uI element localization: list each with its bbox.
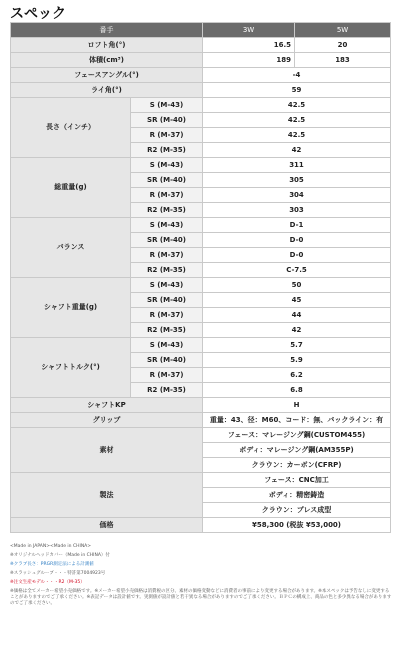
cell-value: フェース：マレージング鋼(CUSTOM455) xyxy=(203,428,391,443)
cell-value: 16.5 xyxy=(203,38,295,53)
table-row xyxy=(11,473,391,488)
row-label: シャフト重量(g) xyxy=(11,278,131,338)
cell-value: 311 xyxy=(203,158,391,173)
row-label: フェースアングル(°) xyxy=(11,68,203,83)
row-label: 総重量(g) xyxy=(11,158,131,218)
flex-label: R (M-37) xyxy=(131,368,203,383)
cell-value: ボディ：精密鋳造 xyxy=(203,488,391,503)
header-label: 番手 xyxy=(11,23,203,38)
cell-value: C-7.5 xyxy=(203,263,391,278)
table-row xyxy=(11,338,391,353)
flex-label: R (M-37) xyxy=(131,188,203,203)
table-row xyxy=(11,38,391,53)
flex-label: R (M-37) xyxy=(131,128,203,143)
table-row xyxy=(11,53,391,68)
length-measure-link[interactable]: ※クラブ長さ：PRGR測定法による計測値 xyxy=(10,562,94,567)
row-label: グリップ xyxy=(11,413,203,428)
cell-value: 重量：43、径：M60、コード：無、バックライン：有 xyxy=(203,413,391,428)
cell-value: 20 xyxy=(295,38,391,53)
header-5w: 5W xyxy=(295,23,391,38)
row-label: シャフトトルク(°) xyxy=(11,338,131,398)
page-title: スペック xyxy=(10,6,66,22)
disclaimer-note: ※価格は全てメーカー希望小売価格です。※メーカー希望小売価格は消費税の区分、素材の価格変動などに消費者の事前により変更する場合があります。※本スペックは予告なしに変更することがありますのでご了承ください。※表記データは設計値です。実測値が設計値と若干異なる場合がありますのでご了承ください。ＢＰＣの構成上、商品の色と多少異なる場合がありますのでご了承ください。 xyxy=(10,589,392,606)
cell-value: 183 xyxy=(295,53,391,68)
origin-note: <Made in JAPAN><Made in CHINA> xyxy=(10,544,92,549)
table-row xyxy=(11,413,391,428)
row-label: ライ角(°) xyxy=(11,83,203,98)
patent-note: ※スラッシュグルーブ・・・特許第7004923号 xyxy=(10,571,106,576)
cell-value: クラウン：カーボン(CFRP) xyxy=(203,458,391,473)
table-row xyxy=(11,218,391,233)
cell-value: 6.8 xyxy=(203,383,391,398)
cell-value: 303 xyxy=(203,203,391,218)
flex-label: R (M-37) xyxy=(131,308,203,323)
flex-label: R2 (M-35) xyxy=(131,383,203,398)
cell-value: 189 xyxy=(203,53,295,68)
row-label: 長さ（インチ） xyxy=(11,98,131,158)
flex-label: S (M-43) xyxy=(131,158,203,173)
cell-value: 42.5 xyxy=(203,98,391,113)
table-row xyxy=(11,518,391,533)
flex-label: R2 (M-35) xyxy=(131,263,203,278)
flex-label: S (M-43) xyxy=(131,278,203,293)
cell-value: 42.5 xyxy=(203,113,391,128)
headcover-note: ※オリジナルヘッドカバー（Made in CHINA）付 xyxy=(10,553,110,558)
cell-value: -4 xyxy=(203,68,391,83)
spec-table xyxy=(10,22,391,533)
cell-value: D-0 xyxy=(203,233,391,248)
flex-label: R2 (M-35) xyxy=(131,323,203,338)
row-label: 体積(cm³) xyxy=(11,53,203,68)
flex-label: SR (M-40) xyxy=(131,233,203,248)
cell-value: 44 xyxy=(203,308,391,323)
table-row xyxy=(11,278,391,293)
cell-value: 45 xyxy=(203,293,391,308)
row-label: バランス xyxy=(11,218,131,278)
price-value: ¥58,300 (税抜 ¥53,000) xyxy=(203,518,391,533)
cell-value: H xyxy=(203,398,391,413)
cell-value: クラウン：プレス成型 xyxy=(203,503,391,518)
flex-label: SR (M-40) xyxy=(131,293,203,308)
flex-label: SR (M-40) xyxy=(131,173,203,188)
cell-value: フェース：CNC加工 xyxy=(203,473,391,488)
table-row xyxy=(11,98,391,113)
cell-value: 5.9 xyxy=(203,353,391,368)
row-label: 素材 xyxy=(11,428,203,473)
cell-value: ボディ：マレージング鋼(AM355P) xyxy=(203,443,391,458)
flex-label: SR (M-40) xyxy=(131,113,203,128)
flex-label: S (M-43) xyxy=(131,218,203,233)
custom-order-note: ※注文生産モデル・・・R2（M-35） xyxy=(10,580,85,585)
row-label: 製法 xyxy=(11,473,203,518)
flex-label: S (M-43) xyxy=(131,338,203,353)
cell-value: 42 xyxy=(203,143,391,158)
flex-label: R (M-37) xyxy=(131,248,203,263)
flex-label: SR (M-40) xyxy=(131,353,203,368)
table-row xyxy=(11,428,391,443)
row-label: シャフトKP xyxy=(11,398,203,413)
table-row xyxy=(11,68,391,83)
flex-label: S (M-43) xyxy=(131,98,203,113)
header-row xyxy=(11,23,391,38)
cell-value: 5.7 xyxy=(203,338,391,353)
row-label: 価格 xyxy=(11,518,203,533)
row-label: ロフト角(°) xyxy=(11,38,203,53)
cell-value: D-1 xyxy=(203,218,391,233)
cell-value: D-0 xyxy=(203,248,391,263)
table-row xyxy=(11,398,391,413)
notes xyxy=(10,544,392,607)
flex-label: R2 (M-35) xyxy=(131,143,203,158)
table-row xyxy=(11,83,391,98)
cell-value: 42.5 xyxy=(203,128,391,143)
table-row xyxy=(11,158,391,173)
cell-value: 59 xyxy=(203,83,391,98)
header-3w: 3W xyxy=(203,23,295,38)
cell-value: 42 xyxy=(203,323,391,338)
cell-value: 6.2 xyxy=(203,368,391,383)
cell-value: 50 xyxy=(203,278,391,293)
cell-value: 305 xyxy=(203,173,391,188)
cell-value: 304 xyxy=(203,188,391,203)
flex-label: R2 (M-35) xyxy=(131,203,203,218)
